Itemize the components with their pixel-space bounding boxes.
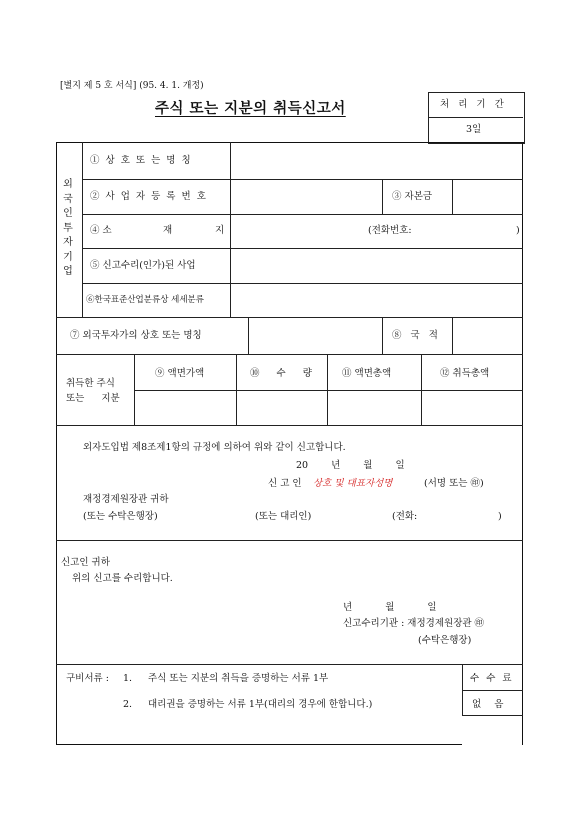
signature-seal-label: (서명 또는 ㊞)	[424, 478, 484, 489]
address-phone-close: )	[516, 225, 520, 236]
approved-business-label: ⑤ 신고수리(인가)된 사업	[90, 260, 196, 271]
shares-row-label-2: 또는 지분	[66, 393, 120, 404]
acceptance-statement: 위의 신고를 수리합니다.	[72, 573, 173, 584]
company-name-field[interactable]	[232, 145, 520, 177]
acceptance-date: 년 월 일	[343, 602, 437, 613]
face-value-header: ⑨ 액면가액	[155, 368, 205, 379]
declarant-label: 신 고 인	[268, 478, 302, 489]
declaration-addressee: 재정경제원장관 귀하	[83, 494, 169, 505]
acceptance-bank: (수탁은행장)	[418, 635, 472, 646]
processing-period-value: 3일	[466, 124, 482, 135]
total-acquisition-field[interactable]	[423, 392, 521, 423]
total-face-value-field[interactable]	[329, 392, 419, 423]
quantity-header: ⑩ 수 량	[250, 368, 312, 379]
attachments-label: 구비서류 :	[66, 673, 109, 684]
face-value-field[interactable]	[136, 392, 234, 423]
form-number-label: [별지 제 5 호 서식] (95. 4. 1. 개정)	[60, 81, 204, 91]
business-registration-field[interactable]	[232, 181, 380, 212]
declaration-agent: (또는 대리인)	[255, 511, 312, 522]
attachment-1: 주식 또는 지분의 취득을 증명하는 서류 1부	[148, 673, 329, 684]
foreign-investment-company-label: 외 국 인 투 자 기 업	[63, 179, 73, 277]
declaration-date: 20 년 월 일	[296, 460, 405, 471]
fee-value: 없 음	[472, 699, 504, 710]
address-field[interactable]	[232, 216, 362, 246]
declaration-phone-close: )	[498, 511, 502, 522]
processing-period-header: 처 리 기 간	[440, 99, 507, 110]
attachment-2: 대리권을 증명하는 서류 1부(대리의 경우에 한합니다.)	[148, 699, 373, 710]
attachment-2-number: 2.	[123, 699, 133, 710]
fee-header: 수 수 료	[470, 673, 514, 684]
industry-classification-field[interactable]	[232, 285, 520, 315]
declaration-statement: 외자도입법 제8조제1항의 규정에 의하여 위와 같이 신고합니다.	[83, 442, 346, 453]
address-label: ④ 소	[90, 225, 112, 236]
capital-field[interactable]	[455, 181, 521, 212]
declaration-bank: (또는 수탁은행장)	[83, 511, 158, 522]
nationality-label: ⑧ 국 적	[392, 330, 438, 341]
declaration-phone-label: (전화:	[392, 511, 418, 522]
investor-name-field[interactable]	[250, 319, 380, 352]
address-label-mid: 재	[163, 225, 173, 236]
business-registration-label: ② 사 업 자 등 록 번 호	[90, 191, 206, 202]
company-name-label: ① 상 호 또 는 명 칭	[90, 155, 191, 166]
acceptance-to: 신고인 귀하	[61, 557, 110, 568]
address-label-end: 지	[215, 225, 225, 236]
industry-classification-label: ⑥한국표준산업분류상 세세분류	[86, 295, 204, 305]
nationality-field[interactable]	[455, 319, 521, 352]
investor-name-label: ⑦ 외국투자가의 상호 또는 명칭	[70, 330, 202, 341]
acceptance-authority: 신고수리기관 : 재정경제원장관 ㊞	[343, 618, 485, 629]
shares-row-label: 취득한 주식	[66, 378, 115, 389]
address-phone-label: (전화번호:	[368, 225, 412, 236]
quantity-field[interactable]	[238, 392, 325, 423]
total-acquisition-header: ⑫ 취득총액	[440, 368, 490, 379]
page-title: 주식 또는 지분의 취득신고서	[155, 100, 346, 117]
total-face-value-header: ⑪ 액면총액	[342, 368, 392, 379]
approved-business-field[interactable]	[232, 250, 520, 281]
declarant-name-hint[interactable]: 상호 및 대표자성명	[313, 478, 393, 489]
attachment-1-number: 1.	[123, 673, 133, 684]
capital-label: ③ 자본금	[392, 191, 433, 202]
